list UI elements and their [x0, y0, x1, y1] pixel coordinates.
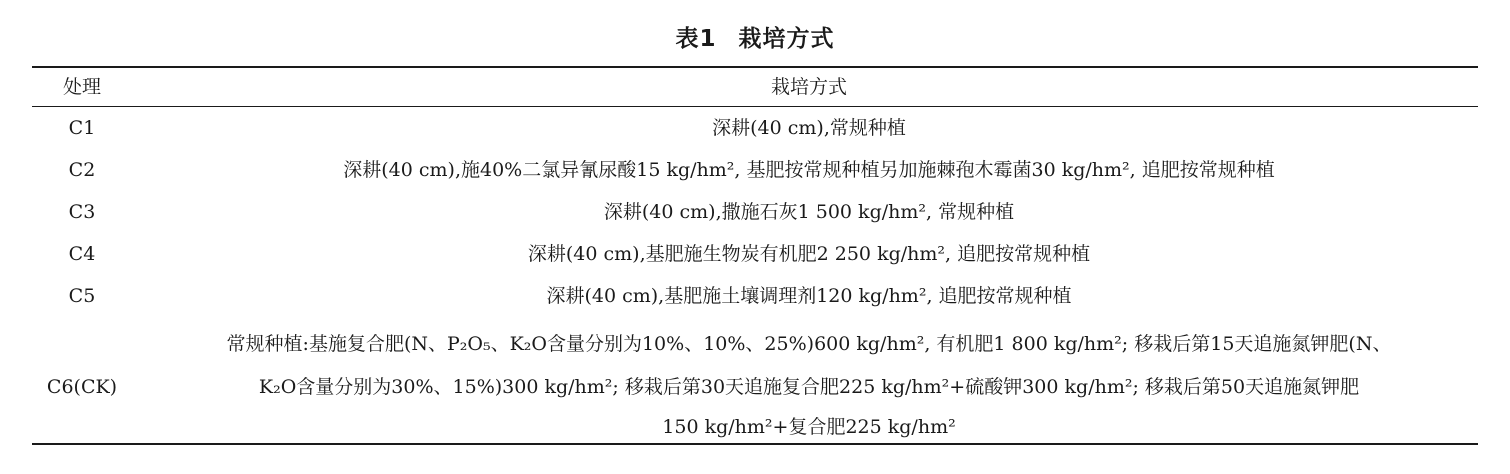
row-c2-method: 深耕(40 cm),施40%二氯异氰尿酸15 kg/hm², 基肥按常规种植另加施棘孢木霉菌30 kg/hm², 追肥按常规种植	[343, 159, 1275, 181]
row-c2-treatment: C2	[68, 159, 96, 181]
top-rule	[32, 66, 1478, 68]
table-title: 栽培方式	[738, 26, 835, 52]
header-rule	[32, 106, 1478, 107]
row-c4-treatment: C4	[68, 243, 96, 265]
row-c3-treatment: C3	[68, 201, 96, 223]
row-c5-method: 深耕(40 cm),基肥施土壤调理剂120 kg/hm², 追肥按常规种植	[546, 285, 1072, 307]
row-c3-method: 深耕(40 cm),撒施石灰1 500 kg/hm², 常规种植	[603, 201, 1015, 223]
row-c6-method-line-2: K₂O含量分别为30%、15%)300 kg/hm²; 移栽后第30天追施复合肥225 kg/hm²+硫酸钾300 kg/hm²; 移栽后第50天追施氮钾肥	[258, 376, 1360, 398]
table-number: 表1	[675, 26, 717, 52]
bottom-rule	[32, 443, 1478, 445]
row-c6-method-line-1: 常规种植:基施复合肥(N、P₂O₅、K₂O含量分别为10%、10%、25%)600 kg/hm², 有机肥1 800 kg/hm²; 移栽后第15天追施氮钾肥(N、	[226, 333, 1392, 355]
row-c1-treatment: C1	[68, 117, 96, 139]
row-c6-treatment: C6(CK)	[46, 376, 118, 398]
row-c6-method-line-3: 150 kg/hm²+复合肥225 kg/hm²	[662, 416, 956, 438]
table-caption	[0, 20, 1510, 53]
header-treatment: 处理	[62, 76, 101, 98]
header-method: 栽培方式	[770, 76, 847, 98]
row-c1-method: 深耕(40 cm),常规种植	[712, 117, 906, 139]
row-c5-treatment: C5	[68, 285, 96, 307]
row-c4-method: 深耕(40 cm),基肥施生物炭有机肥2 250 kg/hm², 追肥按常规种植	[527, 243, 1091, 265]
